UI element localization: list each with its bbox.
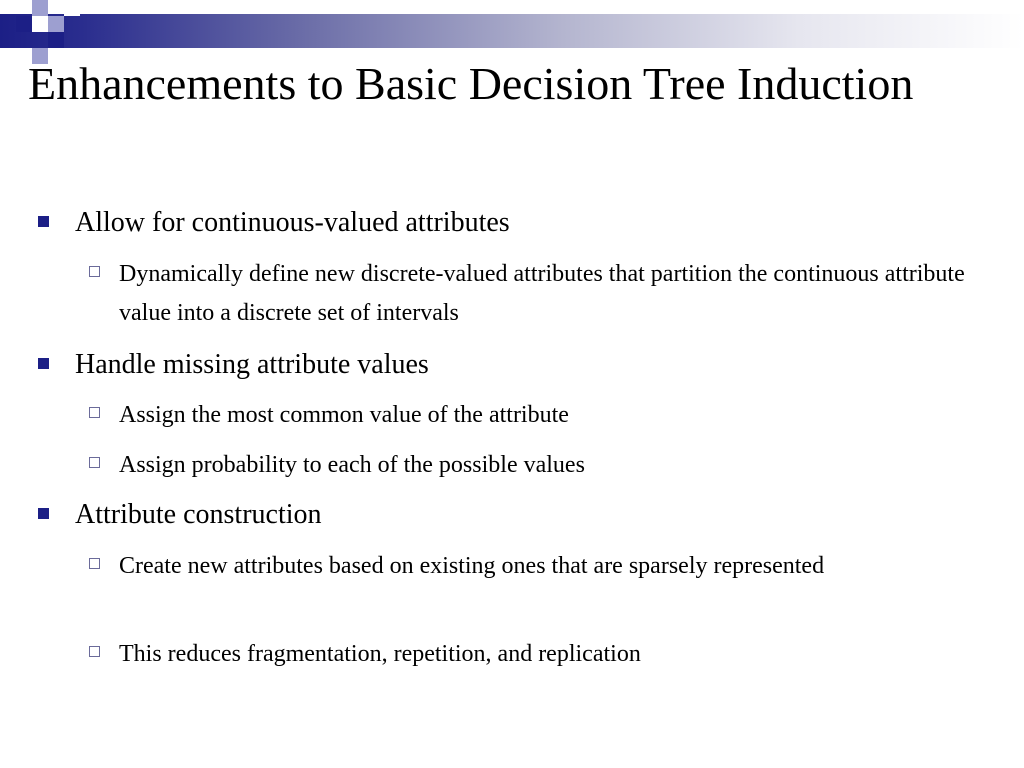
filled-square-bullet-icon: [38, 216, 49, 227]
hollow-square-bullet-icon: [89, 407, 100, 418]
hollow-square-bullet-icon: [89, 266, 100, 277]
bullet-text: Attribute construction: [75, 499, 322, 530]
sub-bullet-text: Dynamically define new discrete-valued attributes that partition the continuous attribute value into a discrete set of intervals: [119, 261, 965, 326]
sub-bullet-text: Assign probability to each of the possible values: [119, 452, 585, 478]
sub-bullet-text: This reduces fragmentation, repetition, and replication: [119, 641, 641, 667]
hollow-square-bullet-icon: [89, 457, 100, 468]
sub-bullet-text: Assign the most common value of the attribute: [119, 402, 569, 428]
bullet-text: Allow for continuous-valued attributes: [75, 207, 510, 238]
hollow-square-bullet-icon: [89, 558, 100, 569]
hollow-square-bullet-icon: [89, 646, 100, 657]
bullet-text: Handle missing attribute values: [75, 349, 429, 380]
filled-square-bullet-icon: [38, 508, 49, 519]
sub-bullet-text: Create new attributes based on existing ones that are sparsely represented: [119, 553, 825, 579]
slide-title: Enhancements to Basic Decision Tree Induction: [28, 58, 914, 109]
filled-square-bullet-icon: [38, 358, 49, 369]
